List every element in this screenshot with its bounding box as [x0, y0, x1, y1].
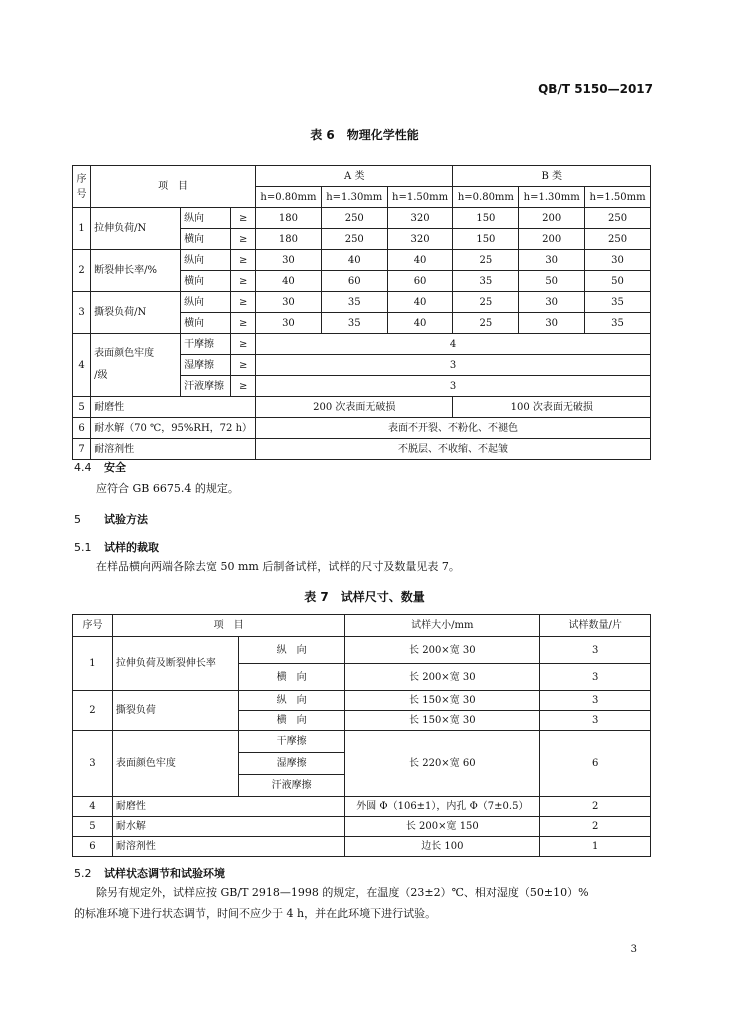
- sub-op: ≥: [231, 355, 256, 376]
- value-cell: 35: [321, 313, 387, 334]
- sub-label: 汗液摩擦: [181, 376, 231, 397]
- value-cell: 30: [519, 313, 585, 334]
- value-cell: 200: [519, 229, 585, 250]
- value-cell: 250: [321, 208, 387, 229]
- row-seq: 6: [73, 418, 91, 439]
- sub-op: ≥: [231, 313, 256, 334]
- value-cell: 3: [256, 355, 651, 376]
- table7-caption: 表 7 试样尺寸、数量: [304, 590, 425, 604]
- qty-cell: 3: [540, 664, 651, 691]
- value-cell: 40: [387, 250, 453, 271]
- row-seq: 2: [73, 691, 113, 731]
- row-seq: 3: [73, 292, 91, 334]
- value-cell: 35: [585, 292, 651, 313]
- sub-label: 湿摩擦: [238, 753, 345, 775]
- size-cell: 长 200×宽 150: [345, 817, 540, 837]
- t6-head-seq: 序 号: [73, 166, 91, 208]
- size-cell: 长 200×宽 30: [345, 637, 540, 664]
- row-seq: 7: [73, 439, 91, 460]
- sub-label: 湿摩擦: [181, 355, 231, 376]
- table-row: [73, 397, 651, 418]
- sub-label: 干摩擦: [238, 731, 345, 753]
- t6-head-item: 项 目: [91, 166, 256, 208]
- t6-head-thickness: h=0.80mm: [453, 187, 519, 208]
- sub-label: 纵向: [181, 208, 231, 229]
- row-seq: 2: [73, 250, 91, 292]
- row-item: 拉伸负荷及断裂伸长率: [112, 637, 238, 691]
- value-cell: 25: [453, 292, 519, 313]
- value-cell: 30: [519, 250, 585, 271]
- row-item: 耐溶剂性: [112, 837, 344, 857]
- sub-label: 纵向: [181, 292, 231, 313]
- t6-head-thickness: h=1.50mm: [387, 187, 453, 208]
- qty-cell: 2: [540, 797, 651, 817]
- row-seq: 4: [73, 334, 91, 397]
- row-item: 耐磨性: [112, 797, 344, 817]
- t7-head-size: 试样大小/mm: [345, 615, 540, 637]
- row-seq: 1: [73, 637, 113, 691]
- row-seq: 5: [73, 397, 91, 418]
- clause-5-heading: 5 试验方法: [74, 513, 148, 526]
- clause-5-2-heading: 5.2 试样状态调节和试验环境: [74, 867, 225, 880]
- qty-cell: 2: [540, 817, 651, 837]
- size-cell: 长 150×宽 30: [345, 711, 540, 731]
- sub-label: 纵 向: [238, 691, 345, 711]
- clause-4-4-heading: 4.4 安全: [74, 461, 126, 474]
- sub-label: 纵向: [181, 250, 231, 271]
- row-seq: 4: [73, 797, 113, 817]
- value-cell: 320: [387, 208, 453, 229]
- value-cell: 50: [519, 271, 585, 292]
- value-cell: 30: [256, 313, 322, 334]
- t6-head-group-b: B 类: [453, 166, 651, 187]
- row-seq: 6: [73, 837, 113, 857]
- table-row: [73, 817, 651, 837]
- clause-4-4-body: 应符合 GB 6675.4 的规定。: [96, 482, 239, 495]
- sub-op: ≥: [231, 229, 256, 250]
- table-row: [73, 691, 651, 711]
- row-seq: 1: [73, 208, 91, 250]
- qty-cell: 3: [540, 637, 651, 664]
- value-cell: 不脱层、不收缩、不起皱: [256, 439, 651, 460]
- value-cell: 40: [256, 271, 322, 292]
- value-cell: 200 次表面无破损: [256, 397, 453, 418]
- sub-label: 横 向: [238, 711, 345, 731]
- row-item: 表面颜色牢度: [112, 731, 238, 797]
- clause-5-2-body: [74, 882, 653, 924]
- value-cell: 250: [585, 208, 651, 229]
- sub-label: 横 向: [238, 664, 345, 691]
- value-cell: 35: [321, 292, 387, 313]
- row-item: 断裂伸长率/%: [91, 250, 181, 292]
- value-cell: 250: [585, 229, 651, 250]
- table-row: [73, 208, 651, 229]
- table6-caption: 表 6 物理化学性能: [310, 128, 419, 142]
- size-cell: 长 220×宽 60: [345, 731, 540, 797]
- sub-op: ≥: [231, 271, 256, 292]
- sub-label: 汗液摩擦: [238, 775, 345, 797]
- t7-head-qty: 试样数量/片: [540, 615, 651, 637]
- table-row: [73, 731, 651, 753]
- t6-head-thickness: h=1.50mm: [585, 187, 651, 208]
- value-cell: 180: [256, 208, 322, 229]
- sub-label: 横向: [181, 229, 231, 250]
- row-item: 拉伸负荷/N: [91, 208, 181, 250]
- row-item: 耐磨性: [91, 397, 256, 418]
- sub-label: 横向: [181, 271, 231, 292]
- value-cell: 60: [321, 271, 387, 292]
- table-row: [73, 418, 651, 439]
- sub-op: ≥: [231, 208, 256, 229]
- value-cell: 25: [453, 313, 519, 334]
- sub-label: 纵 向: [238, 637, 345, 664]
- value-cell: 35: [453, 271, 519, 292]
- value-cell: 60: [387, 271, 453, 292]
- size-cell: 外圆 Φ（106±1），内孔 Φ（7±0.5）: [345, 797, 540, 817]
- t6-head-thickness: h=1.30mm: [321, 187, 387, 208]
- clause-5-1-heading: 5.1 试样的裁取: [74, 541, 159, 554]
- row-item: 撕裂负荷/N: [91, 292, 181, 334]
- t6-head-thickness: h=1.30mm: [519, 187, 585, 208]
- row-item: 耐水解: [112, 817, 344, 837]
- value-cell: 320: [387, 229, 453, 250]
- clause-5-1-body: 在样品横向两端各除去宽 50 mm 后制备试样，试样的尺寸及数量见表 7。: [96, 560, 460, 573]
- value-cell: 表面不开裂、不粉化、不褪色: [256, 418, 651, 439]
- table7: [72, 614, 651, 857]
- qty-cell: 6: [540, 731, 651, 797]
- value-cell: 200: [519, 208, 585, 229]
- value-cell: 250: [321, 229, 387, 250]
- sub-op: ≥: [231, 292, 256, 313]
- row-item: 耐水解（70 ℃，95%RH，72 h）: [91, 418, 256, 439]
- row-item: 撕裂负荷: [112, 691, 238, 731]
- row-item: 表面颜色牢度 /级: [91, 334, 181, 397]
- sub-op: ≥: [231, 250, 256, 271]
- qty-cell: 1: [540, 837, 651, 857]
- clause-5-2-line: 的标准环境下进行状态调节，时间不应少于 4 h，并在此环境下进行试验。: [74, 907, 437, 920]
- table-row: [73, 250, 651, 271]
- standard-number: QB/T 5150—2017: [538, 82, 653, 96]
- sub-label: 干摩擦: [181, 334, 231, 355]
- value-cell: 100 次表面无破损: [453, 397, 651, 418]
- value-cell: 3: [256, 376, 651, 397]
- table-row: [73, 637, 651, 664]
- size-cell: 长 200×宽 30: [345, 664, 540, 691]
- row-seq: 5: [73, 817, 113, 837]
- value-cell: 40: [387, 313, 453, 334]
- clause-5-2-line: 除另有规定外，试样应按 GB/T 2918—1998 的规定，在温度（23±2）℃、相对湿度（50±10）%: [96, 886, 589, 899]
- qty-cell: 3: [540, 711, 651, 731]
- qty-cell: 3: [540, 691, 651, 711]
- value-cell: 50: [585, 271, 651, 292]
- value-cell: 40: [321, 250, 387, 271]
- table-row: [73, 292, 651, 313]
- size-cell: 边长 100: [345, 837, 540, 857]
- t7-head-item: 项 目: [112, 615, 344, 637]
- value-cell: 25: [453, 250, 519, 271]
- table-row: [73, 837, 651, 857]
- value-cell: 30: [256, 292, 322, 313]
- table6: [72, 165, 651, 460]
- value-cell: 180: [256, 229, 322, 250]
- t6-head-group-a: A 类: [256, 166, 453, 187]
- value-cell: 35: [585, 313, 651, 334]
- value-cell: 150: [453, 208, 519, 229]
- value-cell: 30: [519, 292, 585, 313]
- value-cell: 150: [453, 229, 519, 250]
- sub-op: ≥: [231, 334, 256, 355]
- sub-label: 横向: [181, 313, 231, 334]
- t7-head-seq: 序号: [73, 615, 113, 637]
- table-row: [73, 797, 651, 817]
- value-cell: 4: [256, 334, 651, 355]
- t6-head-thickness: h=0.80mm: [256, 187, 322, 208]
- page-number: 3: [630, 944, 637, 955]
- table-row: [73, 439, 651, 460]
- table-row: [73, 334, 651, 355]
- size-cell: 长 150×宽 30: [345, 691, 540, 711]
- sub-op: ≥: [231, 376, 256, 397]
- value-cell: 40: [387, 292, 453, 313]
- value-cell: 30: [256, 250, 322, 271]
- row-item: 耐溶剂性: [91, 439, 256, 460]
- row-seq: 3: [73, 731, 113, 797]
- value-cell: 30: [585, 250, 651, 271]
